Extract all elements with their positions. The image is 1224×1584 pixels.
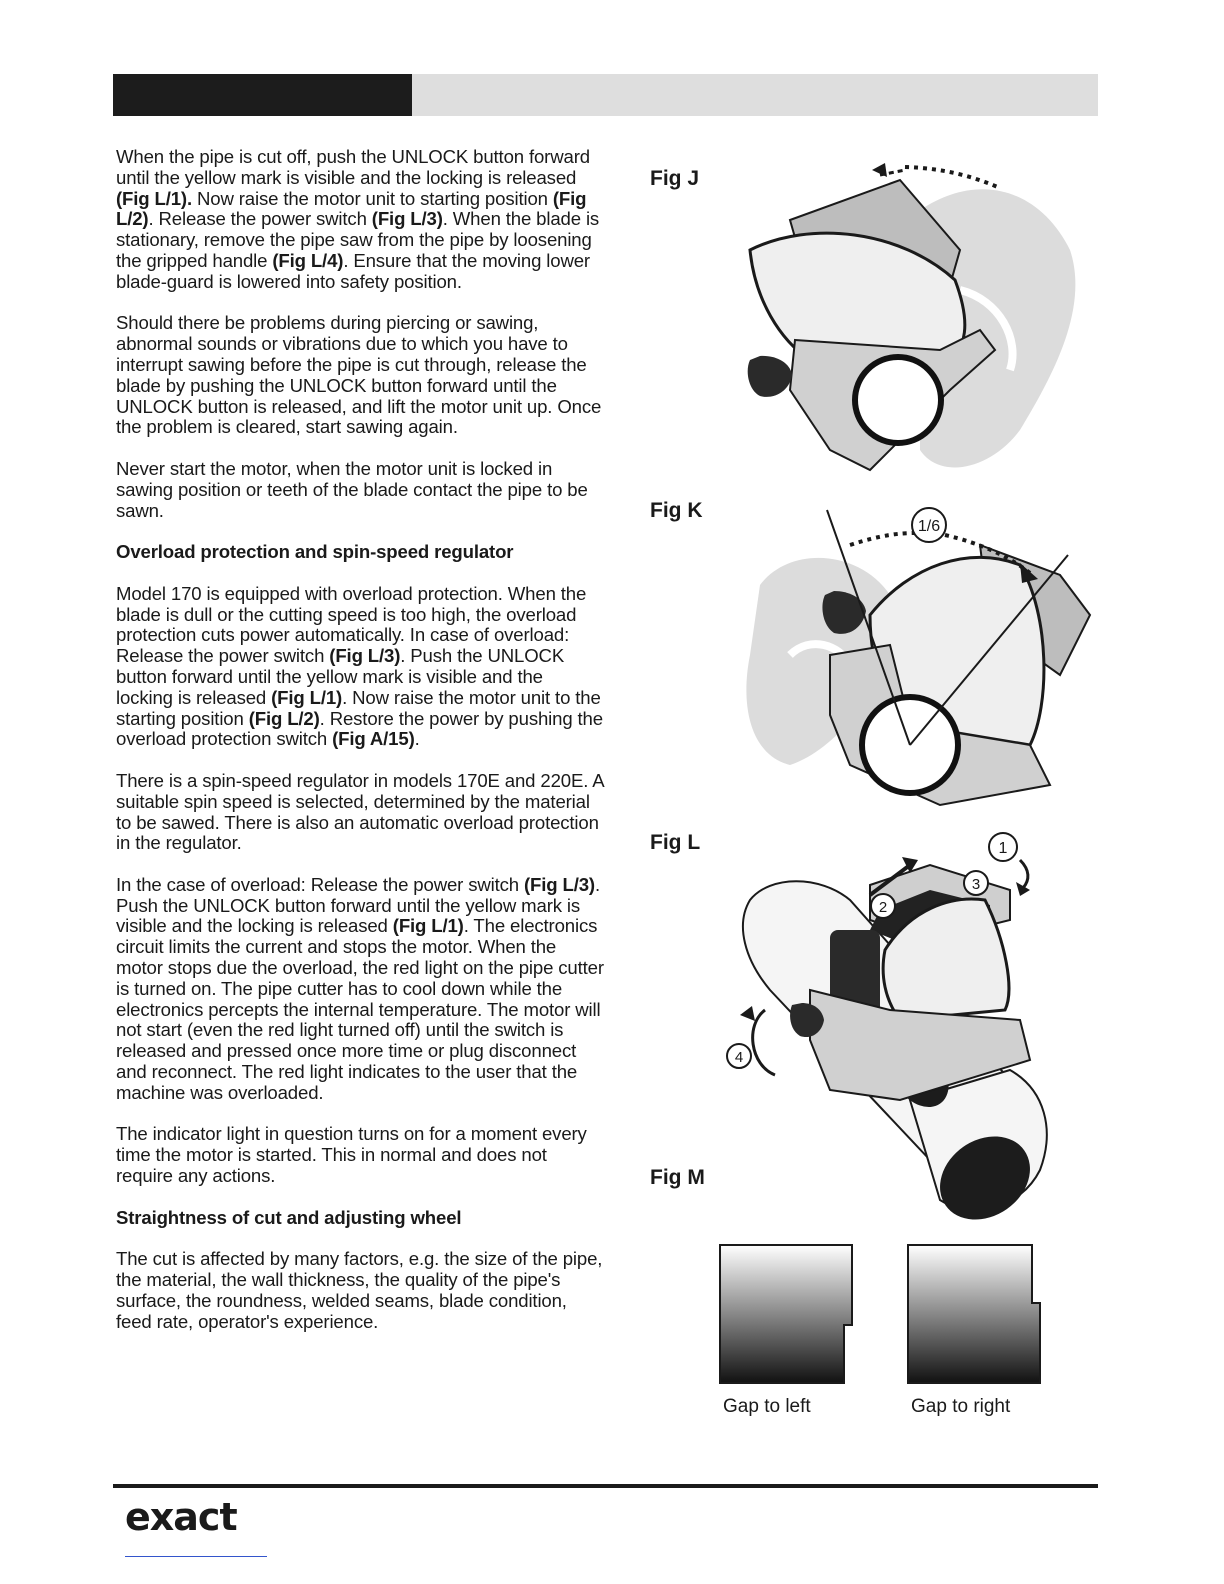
fig-ref: (Fig L/4) — [272, 249, 344, 271]
footer-underline — [125, 1556, 267, 1557]
paragraph-overload-case: In the case of overload: Release the power switch (Fig L/3). Push the UNLOCK button forward until the yellow mark is visible and the locking is released (Fig L/1). The electronics circuit limits the current and stops the motor. When the motor stops due the overload, the red light on the pipe cutter is turned on. The pipe cutter has to cool down while the electronics percepts the internal temperature. The motor will not start (even the red light turned off) until the switch is released and pressed once more time or plug disconnect and reconnect. The red light indicates to the user that the machine was overloaded. — [116, 873, 604, 1103]
fig-ref: (Fig A/15) — [332, 728, 415, 750]
fig-k-illustration — [730, 505, 1100, 810]
fig-ref: (Fig L/2) — [116, 187, 587, 230]
gap-right-caption: Gap to right — [911, 1396, 1011, 1417]
paragraph-problems: Should there be problems during piercing or sawing, abnormal sounds or vibrations due to which you have to interrupt sawing before the pipe is cut through, release the blade by pushing the UNLOCK button forward until the UNLOCK button is released, and lift the motor unit up. Once the problem is cleared, start sawing again. — [116, 312, 602, 438]
paragraph-spin-speed: There is a spin-speed regulator in models 170E and 220E. A suitable spin speed is selected, determined by the material to be sawed. There is also an automatic overload protection in the regulator. — [116, 769, 604, 854]
fig-ref: (Fig L/1). — [116, 187, 192, 209]
fig-l-callout-1: 1 — [998, 840, 1008, 857]
fig-l-callout-2: 2 — [878, 899, 888, 916]
fig-k-callout: 1/6 — [917, 518, 941, 535]
fig-m-label: Fig M — [650, 1166, 705, 1189]
paragraph-unlock-after-cut: When the pipe is cut off, push the UNLOCK button forward until the yellow mark is visible and the locking is released (Fig L/1). Now raise the motor unit to starting position (Fig L/2). Release the power switch (Fig L/3). When the blade is stationary, remove the pipe saw from the pipe by loosening the gripped handle (Fig L/4). Ensure that the moving lower blade-guard is lowered into safety position. — [116, 146, 600, 292]
gap-right-diagram — [906, 1243, 1046, 1388]
fig-ref: (Fig L/1) — [392, 915, 464, 937]
fig-k-label: Fig K — [650, 499, 703, 522]
paragraph-never-start: Never start the motor, when the motor unit is locked in sawing position or teeth of the blade contact the pipe to be sawn. — [116, 457, 588, 521]
paragraph-cut-factors: The cut is affected by many factors, e.g. the size of the pipe, the material, the wall thickness, the quality of the pipe's surface, the roundness, welded seams, blade condition, feed rate, operator's experience. — [116, 1248, 603, 1332]
paragraph-indicator-light: The indicator light in question turns on for a moment every time the motor is started. This in normal and does not require any actions. — [116, 1123, 587, 1187]
heading-overload-protection: Overload protection and spin-speed regulator — [116, 541, 514, 563]
header-bar — [113, 74, 1098, 116]
footer-rule — [113, 1484, 1098, 1488]
fig-ref: (Fig L/1) — [271, 686, 343, 708]
gap-left-caption: Gap to left — [723, 1396, 811, 1417]
header-black-block — [113, 74, 412, 116]
paragraph-model-170: Model 170 is equipped with overload protection. When the blade is dull or the cutting speed is too high, the overload protection cuts power automatically. In case of overload: Release the power switch (Fig L/3). Push the UNLOCK button forward until the yellow mark is visible and the locking is released (Fig L/1). Now raise the motor unit to the starting position (Fig L/2). Restore the power by pushing the overload protection switch (Fig A/15). — [116, 582, 603, 750]
fig-ref: (Fig L/3) — [329, 645, 401, 667]
fig-ref: (Fig L/2) — [248, 707, 320, 729]
heading-straightness: Straightness of cut and adjusting wheel — [116, 1206, 462, 1228]
fig-ref: (Fig L/3) — [371, 208, 443, 230]
fig-l-callout-4: 4 — [734, 1049, 744, 1066]
exact-logo: exact — [125, 1495, 237, 1539]
fig-j-illustration — [720, 150, 1100, 490]
gap-left-diagram — [718, 1243, 858, 1388]
fig-j-label: Fig J — [650, 167, 700, 190]
fig-ref: (Fig L/3) — [524, 873, 595, 895]
fig-l-label: Fig L — [650, 831, 701, 854]
fig-l-illustration — [720, 830, 1065, 1220]
text-column — [116, 147, 604, 1353]
fig-l-callout-3: 3 — [971, 876, 981, 893]
